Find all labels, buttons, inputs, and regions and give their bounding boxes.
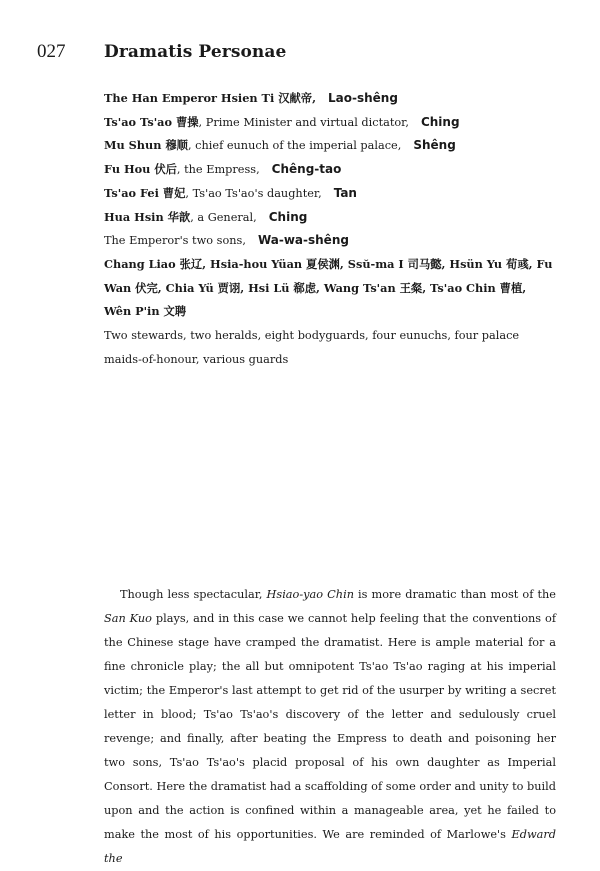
cast-entry [104, 134, 556, 158]
cast-desc: , chief eunuch of the imperial palace, [187, 139, 402, 153]
cast-name: Mu Shun 穆顺 [104, 138, 188, 153]
cast-list [104, 87, 556, 371]
extras-list: Two stewards, two heralds, eight bodyguards, four eunuchs, four palace maids-of-honour, various guards [104, 329, 520, 366]
play-title: San Kuo [104, 612, 152, 625]
paragraph [104, 583, 556, 871]
other-characters: Chang Liao 张辽, Hsia-hou Yüan 夏侯渊, Ssŭ-ma I 司马懿, Hsün Yu 荀彧, Fu Wan 伏完, Chia Yü 贾诩, Hsi Lü 郗虑, Wang Ts'an 王粲, Ts'ao Chin 曹植, Wên P'in 文聘 [104, 256, 553, 319]
commentary [104, 583, 556, 871]
cast-entry [104, 206, 556, 230]
play-title: Hsiao-yao Chin [266, 588, 354, 601]
cast-entry [104, 87, 556, 111]
play-title: Edward the [104, 828, 556, 865]
text-run: Though less spectacular, [120, 588, 267, 601]
cast-name: Ts'ao Fei 曹妃 [104, 185, 186, 200]
page-number: 027 [37, 41, 66, 62]
cast-role: Ching [420, 114, 460, 129]
page-title: Dramatis Personae [104, 42, 287, 62]
cast-role: Chêng-tao [271, 162, 342, 177]
cast-desc: , the Empress, [176, 163, 260, 177]
cast-role: Ching [268, 209, 308, 224]
cast-name: The Han Emperor Hsien Ti 汉献帝, [104, 91, 317, 105]
cast-name: Hua Hsin 华歆 [104, 209, 191, 224]
cast-role: Tan [333, 185, 357, 200]
cast-desc: , Ts'ao Ts'ao's daughter, [185, 186, 322, 200]
cast-role: Lao-shêng [328, 91, 398, 105]
cast-desc: , Prime Minister and virtual dictator, [198, 115, 409, 129]
cast-role: Wa-wa-shêng [257, 233, 349, 248]
cast-entry [104, 182, 556, 206]
text-run: plays, and in this case we cannot help feeling that the conventions of the Chinese stage have cramped the dramatist. Here is ample material for a fine chronicle play; the all but omnipotent Ts'ao Ts'ao raging at his imperial victim; the Emperor's last attempt to get rid of the usurper by writing a secret letter in blood; Ts'ao Ts'ao's discovery of the letter and sedulously cruel revenge; and finally, after beating the Empress to death and poisoning her two sons, Ts'ao Ts'ao's placid proposal of his own daughter as Imperial Consort. Here the dramatist had a scaffolding of some order and unity to build upon and the action is confined within a manageable area, yet he failed to make the most of his opportunities. We are reminded of Marlowe's [104, 612, 557, 841]
cast-role: Shêng [413, 138, 456, 153]
cast-name: Ts'ao Ts'ao 曹操 [104, 114, 199, 129]
cast-desc: , a General, [190, 210, 257, 224]
text-run: is more dramatic than most of the [353, 588, 556, 601]
cast-entry [104, 158, 556, 182]
cast-entry [104, 229, 556, 253]
cast-name: Fu Hou 伏后 [104, 162, 177, 177]
cast-entry [104, 111, 556, 135]
cast-desc: The Emperor's two sons, [104, 234, 246, 248]
